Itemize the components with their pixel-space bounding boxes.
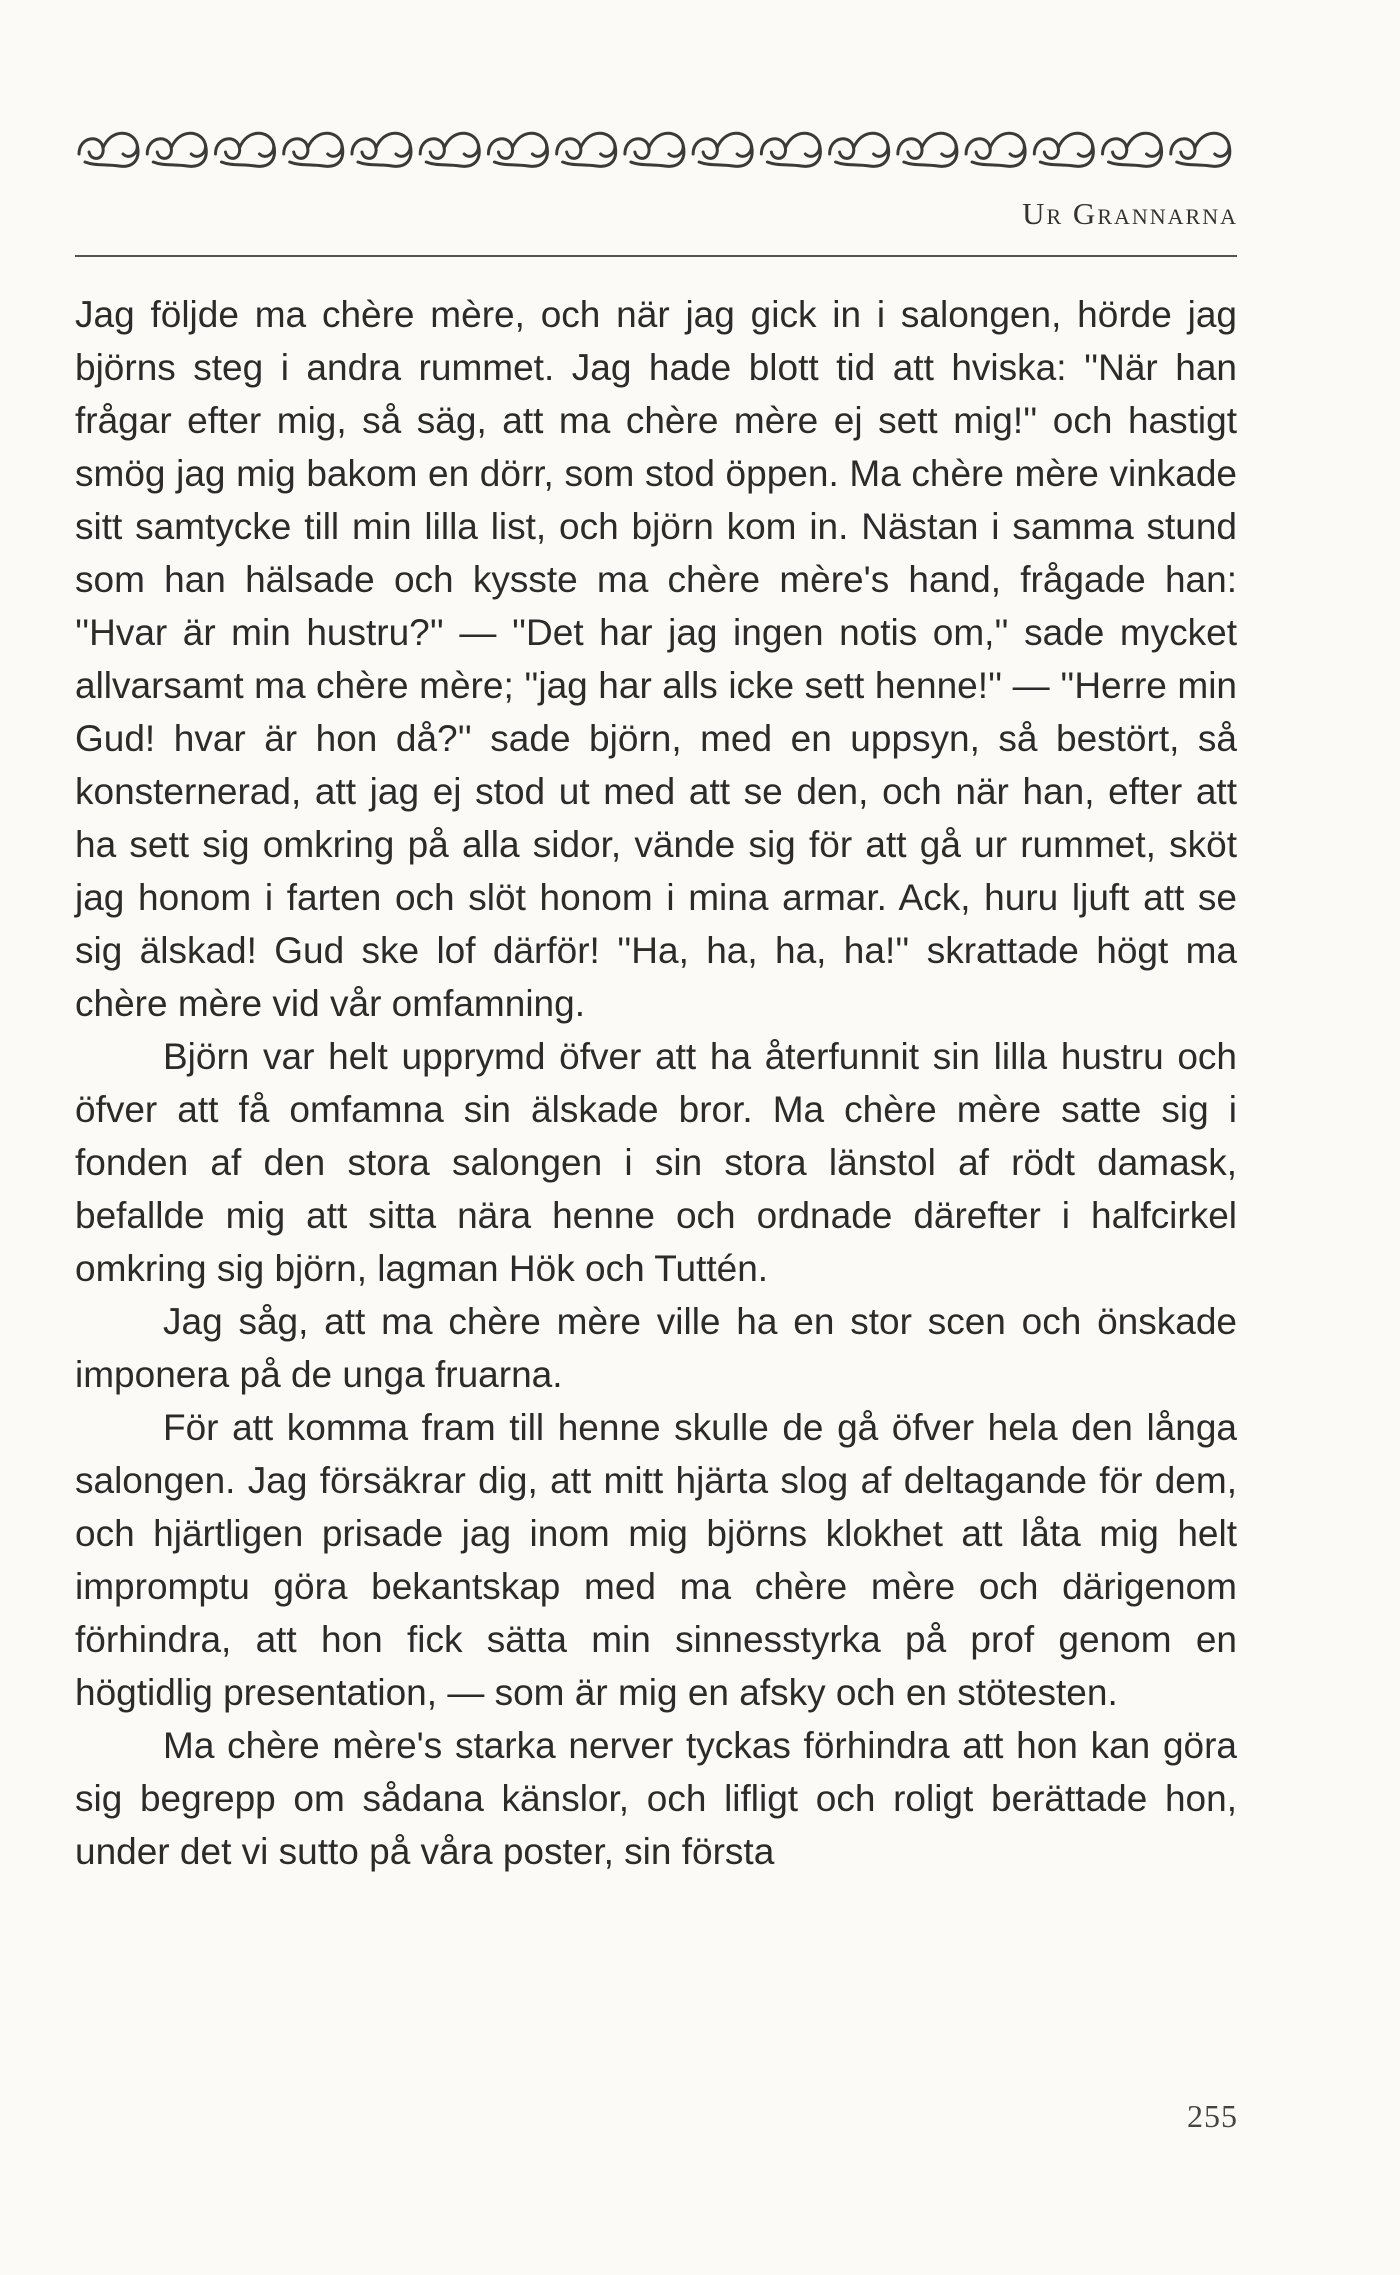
running-title	[0, 196, 1238, 232]
ornament-scroll	[488, 133, 547, 166]
header-rule	[75, 255, 1237, 257]
decorative-ornament-band	[75, 120, 1235, 174]
body-text	[75, 288, 1237, 1878]
ornament-scroll	[1103, 133, 1162, 166]
page-number: 255	[1187, 2098, 1238, 2134]
ornament-scroll	[284, 133, 343, 166]
paragraph-1: Jag följde ma chère mère, och när jag gick in i salongen, hörde jag björns steg i andra rummet. Jag hade blott tid att hviska: ''När han frågar efter mig, så säg, att ma chère mère ej sett mig!'' och hastigt smög jag mig bakom en dörr, som stod öppen. Ma chère mère vinkade sitt samtycke till min lilla list, och björn kom in. Nästan i samma stund som han hälsade och kysste ma chère mère's hand, frågade han: ''Hvar är min hustru?'' — ''Det har jag ingen notis om,'' sade mycket allvarsamt ma chère mère; ''jag har alls icke sett henne!'' — ''Herre min Gud! hvar är hon då?'' sade björn, med en uppsyn, så bestört, så konsternerad, att jag ej stod ut med att se den, och när han, efter att ha sett sig omkring på alla sidor, vände sig för att gå ur rummet, sköt jag honom i farten och slöt honom i mina armar. Ack, huru ljuft att se sig älskad! Gud ske lof därför! ''Ha, ha, ha, ha!'' skrattade högt ma chère mère vid vår omfamning.	[75, 294, 1237, 1024]
ornament-scroll	[215, 133, 274, 166]
ornament-scroll	[557, 133, 616, 166]
ornament-scroll	[830, 133, 889, 166]
ornament-scroll	[966, 133, 1025, 166]
paragraph-3: Jag såg, att ma chère mère ville ha en stor scen och önskade imponera på de unga fruarna.	[75, 1301, 1237, 1395]
ornament-scroll	[625, 133, 684, 166]
ornament-scroll	[1034, 133, 1093, 166]
ornament-scroll	[147, 133, 206, 166]
ornament-scroll	[898, 133, 957, 166]
ornament-scroll	[1171, 133, 1230, 166]
ornament-scroll	[420, 133, 479, 166]
paragraph-2: Björn var helt upprymd öfver att ha återfunnit sin lilla hustru och öfver att få omfamna sin älskade bror. Ma chère mère satte sig i fonden af den stora salongen i sin stora länstol af rödt damask, befallde mig att sitta nära henne och ordnade därefter i halfcirkel omkring sig björn, lagman Hök och Tuttén.	[75, 1036, 1237, 1289]
ornament-scroll	[352, 133, 411, 166]
ornament-scroll	[693, 133, 752, 166]
ornament-scroll	[761, 133, 820, 166]
paragraph-4: För att komma fram till henne skulle de gå öfver hela den långa salongen. Jag försäkrar dig, att mitt hjärta slog af deltagande för dem, och hjärtligen prisade jag inom mig björns klokhet att låta mig helt impromptu göra bekantskap med ma chère mère och därigenom förhindra, att hon fick sätta min sinnesstyrka på prof genom en högtidlig presentation, — som är mig en afsky och en stötesten.	[75, 1407, 1237, 1713]
running-title-text: Ur Grannarna	[1022, 196, 1238, 231]
ornament-scroll	[79, 133, 138, 166]
paragraph-5: Ma chère mère's starka nerver tyckas förhindra att hon kan göra sig begrepp om sådana känslor, och lifligt och roligt berättade hon, under det vi sutto på våra poster, sin första	[75, 1725, 1237, 1872]
